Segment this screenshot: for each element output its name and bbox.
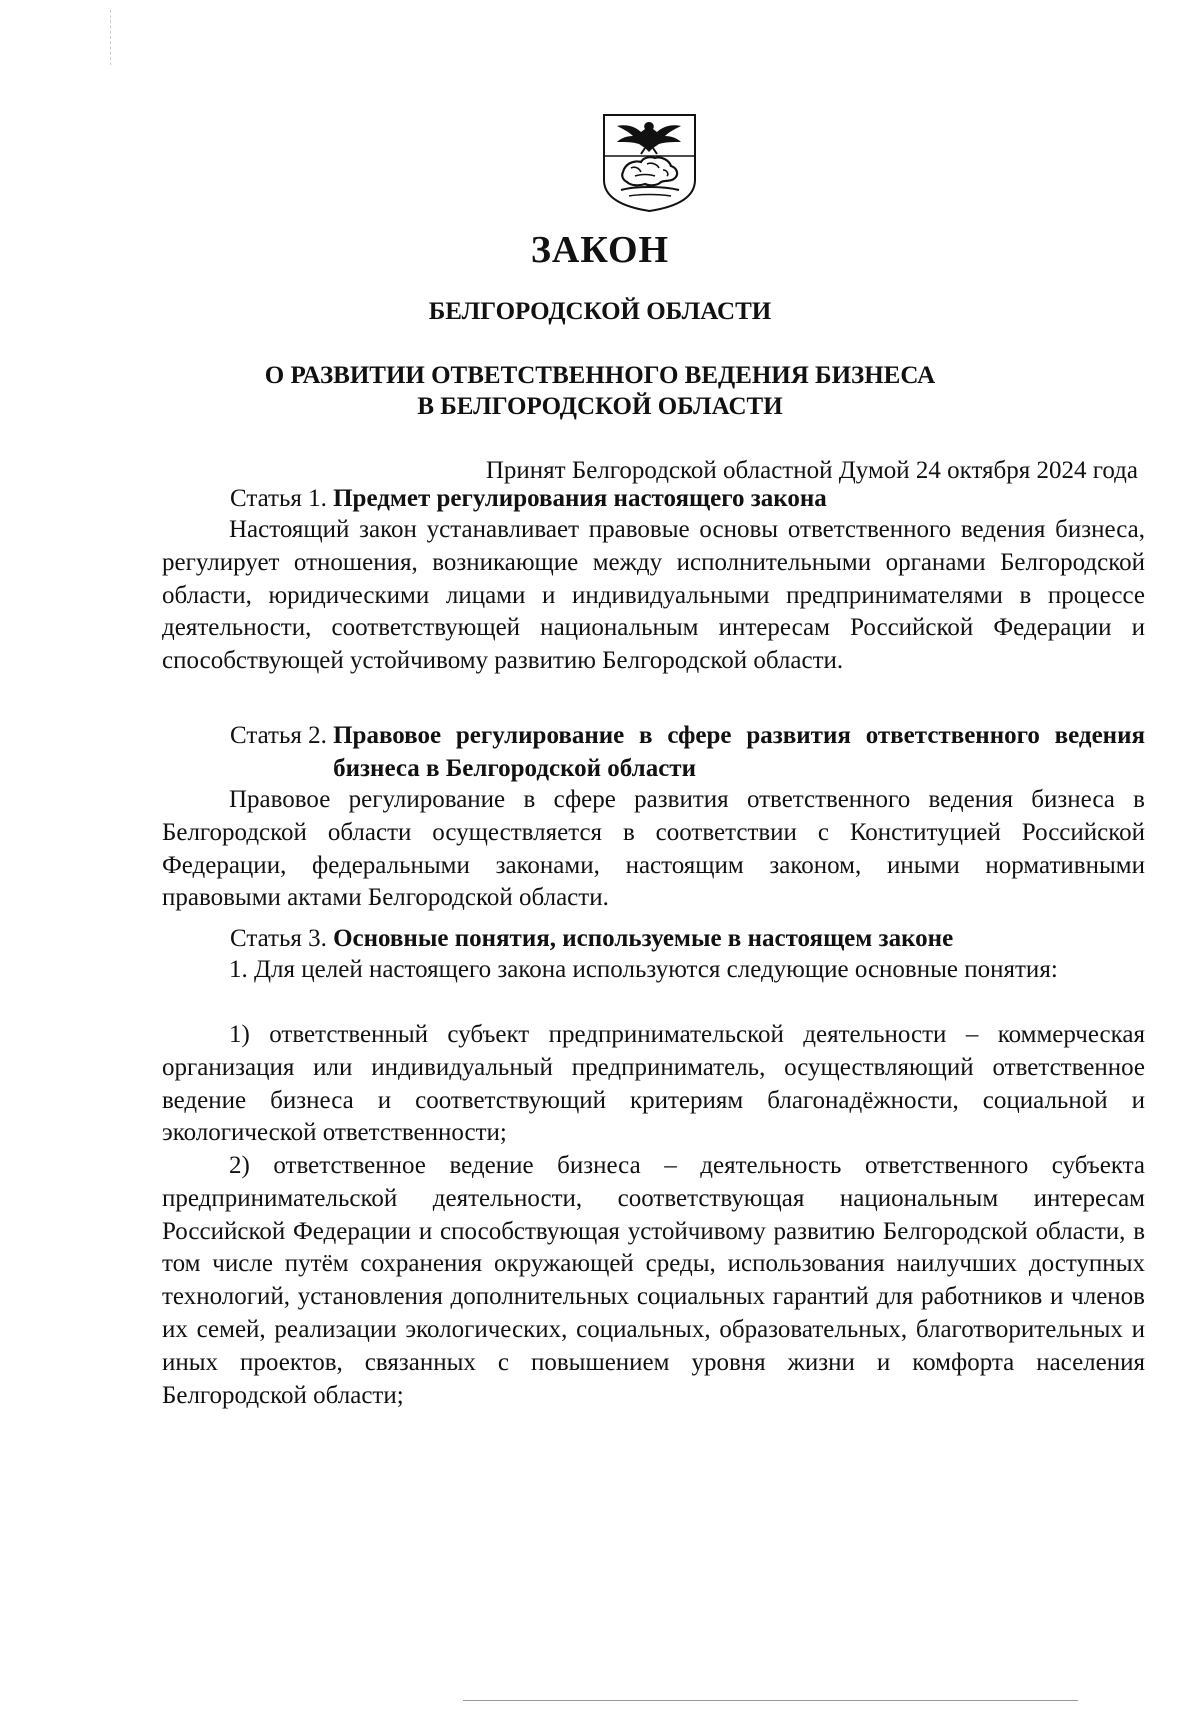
scan-artifact (110, 10, 113, 65)
article-3-item-1: 1) ответственный субъект предпринимательской деятельности – коммерческая организация или индивидуальный предприниматель, осуществляющий ответственное ведение бизнеса и соответствующий критериям благонадёжности, социальной и экологической ответственности; (162, 1021, 1145, 1147)
document-title: ЗАКОН (530, 229, 670, 271)
article-1-title: Предмет регулирования настоящего закона (333, 485, 827, 512)
article-3-intro: 1. Для целей настоящего закона используются следующие основные понятия: (229, 956, 1058, 983)
adoption-note: Принят Белгородской областной Думой 24 октября 2024 года (485, 457, 1138, 484)
article-3-item-2: 2) ответственное ведение бизнеса – деятельность ответственного субъекта предпринимательской деятельности, соответствующая национальным интересам Российской Федерации и способствующая устойчивому развитию Белгородской области, в том числе путём сохранения окружающей среды, использования наилучших доступных технологий, установления дополнительных социальных гарантий для работников и членов их семей, реализации экологических, социальных, образовательных, благотворительных и иных проектов, связанных с повышением уровня жизни и комфорта населения Белгородской области; (162, 1152, 1145, 1409)
article-2-heading (230, 719, 1145, 785)
page-bottom-rule (463, 1700, 1078, 1701)
belgorod-coat-of-arms-icon (601, 112, 698, 213)
article-1-text: Настоящий закон устанавливает правовые основы ответственного ведения бизнеса, регулирует отношения, возникающие между исполнительными органами Белгородской области, юридическими лицами и индивидуальными предпринимателями в процессе деятельности, соответствующей национальным интересам Российской Федерации и способствующей устойчивому развитию Белгородской области. (162, 516, 1145, 675)
article-3-number: Статья 3. (230, 925, 334, 952)
article-1-number: Статья 1. (230, 485, 334, 512)
article-3-title: Основные понятия, используемые в настоящем законе (333, 925, 954, 952)
law-title-line-2: В БЕЛГОРОДСКОЙ ОБЛАСТИ (417, 393, 783, 420)
article-1-heading (230, 482, 1145, 515)
law-title-line-1: О РАЗВИТИИ ОТВЕТСТВЕННОГО ВЕДЕНИЯ БИЗНЕСА (264, 362, 936, 389)
law-title (0, 360, 1200, 422)
article-3-heading (230, 922, 1145, 955)
article-2-text: Правовое регулирование в сфере развития ответственного ведения бизнеса в Белгородской области осуществляется в соответствии с Конституцией Российской Федерации, федеральными законами, настоящим законом, иными нормативными правовыми актами Белгородской области. (162, 786, 1145, 912)
article-2-number: Статья 2. (230, 722, 334, 749)
region-title: БЕЛГОРОДСКОЙ ОБЛАСТИ (428, 298, 772, 325)
article-2-title: Правовое регулирование в сфере развития ответственного ведения бизнеса в Белгородской области (333, 722, 1145, 782)
